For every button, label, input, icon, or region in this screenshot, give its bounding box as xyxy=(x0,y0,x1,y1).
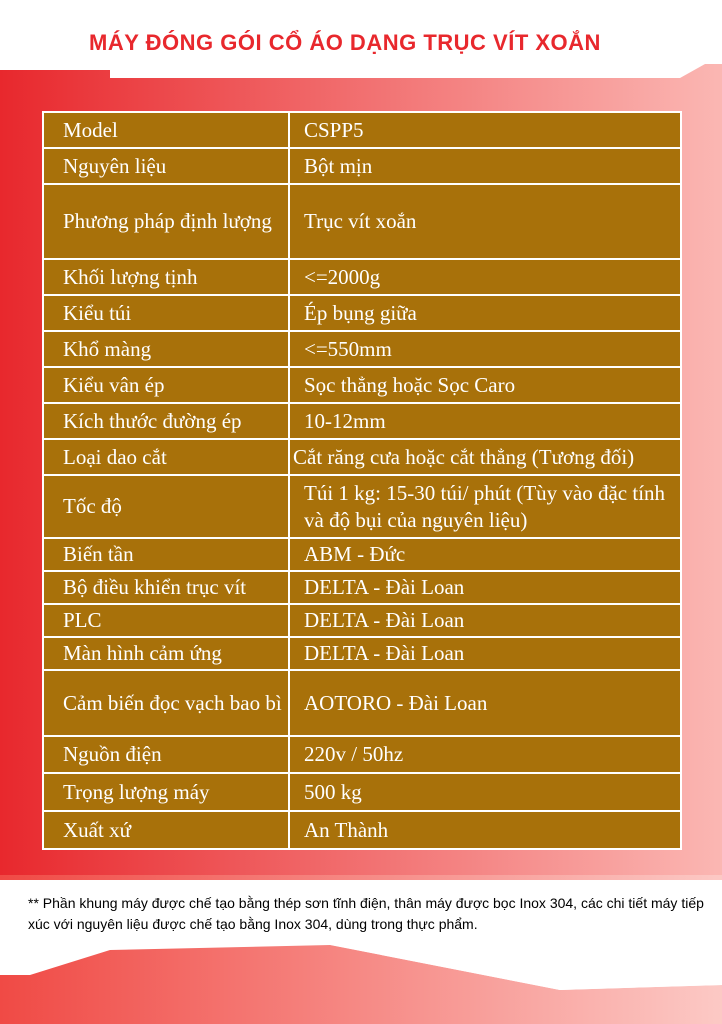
spec-label: Khối lượng tịnh xyxy=(43,259,289,295)
table-row xyxy=(43,637,681,670)
spec-value: ABM - Đức xyxy=(289,538,681,571)
table-row xyxy=(43,571,681,604)
table-row xyxy=(43,670,681,736)
spec-label: Trọng lượng máy xyxy=(43,773,289,811)
spec-label: Tốc độ xyxy=(43,475,289,538)
spec-value: Sọc thẳng hoặc Sọc Caro xyxy=(289,367,681,403)
spec-label: Loại dao cắt xyxy=(43,439,289,475)
spec-value: <=550mm xyxy=(289,331,681,367)
spec-label: Phương pháp định lượng xyxy=(43,184,289,259)
spec-label: Biến tần xyxy=(43,538,289,571)
spec-label: Cảm biến đọc vạch bao bì xyxy=(43,670,289,736)
page-title: MÁY ĐÓNG GÓI CỔ ÁO DẠNG TRỤC VÍT XOẮN xyxy=(89,30,601,55)
spec-label: Nguyên liệu xyxy=(43,148,289,184)
spec-value: Túi 1 kg: 15-30 túi/ phút (Tùy vào đặc tính và độ bụi của nguyên liệu) xyxy=(289,475,681,538)
table-row xyxy=(43,403,681,439)
spec-value: An Thành xyxy=(289,811,681,849)
table-row xyxy=(43,331,681,367)
spec-value: Trục vít xoắn xyxy=(289,184,681,259)
table-row xyxy=(43,538,681,571)
spec-value: 220v / 50hz xyxy=(289,736,681,773)
spec-value: CSPP5 xyxy=(289,112,681,148)
spec-value: Bột mịn xyxy=(289,148,681,184)
spec-value: Ép bụng giữa xyxy=(289,295,681,331)
spec-label: Model xyxy=(43,112,289,148)
footnote: ** Phần khung máy được chế tạo bằng thép sơn tĩnh điện, thân máy được bọc Inox 304, các chi tiết máy tiếp xúc với nguyên liệu được chế tạo bằng Inox 304, dùng trong thực phẩm. xyxy=(28,895,704,932)
spec-table xyxy=(42,111,682,850)
spec-label: Xuất xứ xyxy=(43,811,289,849)
table-row xyxy=(43,439,681,475)
table-row xyxy=(43,773,681,811)
spec-value: Cắt răng cưa hoặc cắt thẳng (Tương đối) xyxy=(289,439,681,475)
table-row xyxy=(43,184,681,259)
spec-value: 500 kg xyxy=(289,773,681,811)
table-row xyxy=(43,367,681,403)
spec-label: Màn hình cảm ứng xyxy=(43,637,289,670)
spec-value: DELTA - Đài Loan xyxy=(289,637,681,670)
table-row xyxy=(43,475,681,538)
spec-value: <=2000g xyxy=(289,259,681,295)
spec-label: Kích thước đường ép xyxy=(43,403,289,439)
spec-value: DELTA - Đài Loan xyxy=(289,571,681,604)
spec-value: DELTA - Đài Loan xyxy=(289,604,681,637)
spec-label: Kiểu túi xyxy=(43,295,289,331)
table-row xyxy=(43,112,681,148)
spec-label: Kiểu vân ép xyxy=(43,367,289,403)
table-row xyxy=(43,811,681,849)
table-row xyxy=(43,604,681,637)
table-row xyxy=(43,148,681,184)
table-row xyxy=(43,295,681,331)
spec-label: PLC xyxy=(43,604,289,637)
spec-label: Bộ điều khiển trục vít xyxy=(43,571,289,604)
table-row xyxy=(43,736,681,773)
spec-label: Nguồn điện xyxy=(43,736,289,773)
spec-value: AOTORO - Đài Loan xyxy=(289,670,681,736)
spec-value: 10-12mm xyxy=(289,403,681,439)
spec-label: Khổ màng xyxy=(43,331,289,367)
table-row xyxy=(43,259,681,295)
